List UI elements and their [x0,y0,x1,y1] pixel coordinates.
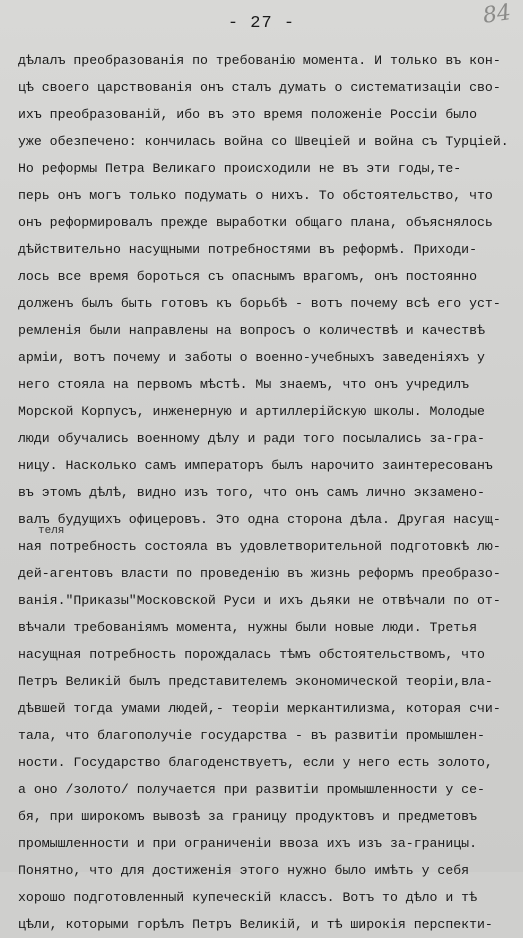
text-line: Морской Корпусъ, инженерную и артиллерійскую школы. Молодые [18,404,485,419]
text-line: цѣ своего царствованія онъ сталъ думать о систематизаціи сво- [18,80,501,95]
text-line: дей-агентовъ власти по проведенію въ жизнь реформъ преобразо- [18,566,501,581]
page-number: - 27 - [227,14,296,33]
text-line: въ этомъ дѣлѣ, видно изъ того, что онъ самъ лично экзамено- [18,485,485,500]
text-line: насущная потребность порождалась тѣмъ обстоятельствомъ, что [18,647,485,662]
text-line: долженъ былъ быть готовъ къ борьбѣ - вотъ почему всѣ его уст- [18,296,501,311]
overtype-correction: теля [38,525,65,537]
text-line: уже обезпечено: кончилась война со Швеціей и война съ Турціей. [18,134,509,149]
text-line: перь онъ могъ только подумать о нихъ. То обстоятельство, что [18,188,493,203]
text-line: ремленія были направлены на вопросъ о количествѣ и качествѣ [18,323,485,338]
text-line: вѣчали требованіямъ момента, нужны были новые люди. Третья [18,620,477,635]
text-line: валъ будущихъ офицеровъ. Это одна сторона дѣла. Другая насущ- [18,512,501,527]
text-line: хорошо подготовленный купеческій классъ. Вотъ то дѣло и тѣ [18,890,477,905]
text-line: него стояла на первомъ мѣстѣ. Мы знаемъ, что онъ учредилъ [18,377,470,392]
text-line: Понятно, что для достиженія этого нужно было имѣть у себя [18,863,470,878]
text-line: онъ реформировалъ прежде выработки общаго плана, объяснялось [18,215,493,230]
text-line: ванія."Приказы"Московской Руси и ихъ дьяки не отвѣчали по от- [18,593,501,608]
text-line: ихъ преобразованій, ибо въ это время положеніе Россіи было [18,107,477,122]
typewritten-text-body [18,47,518,938]
text-line: промышленности и при ограниченіи ввоза ихъ изъ за-границы. [18,836,477,851]
text-line: дѣйствительно насущными потребностями въ реформѣ. Приходи- [18,242,477,257]
text-line: тала, что благополучіе государства - въ развитіи промышлен- [18,728,485,743]
text-line: ная потребность состояла въ удовлетворительной подготовкѣ лю- [18,539,501,554]
text-line: ницу. Насколько самъ императоръ былъ нарочито заинтересованъ [18,458,493,473]
archive-number-handwritten: 84 [481,0,513,29]
text-line: дѣвшей тогда умами людей,- теоріи меркантилизма, которая счи- [18,701,501,716]
text-line: люди обучались военному дѣлу и ради того посылались за-гра- [18,431,485,446]
text-line: дѣлалъ преобразованія по требованію момента. И только въ кон- [18,53,501,68]
text-line: ности. Государство благоденствуетъ, если у него есть золото, [18,755,493,770]
text-line: лось все время бороться съ опаснымъ врагомъ, онъ постоянно [18,269,477,284]
text-line: цѣли, которыми горѣлъ Петръ Великій, и тѣ широкія перспекти- [18,917,493,932]
text-line: а оно /золото/ получается при развитіи промышленности у се- [18,782,485,797]
text-line: Но реформы Петра Великаго происходили не въ эти годы,те- [18,161,462,176]
text-line: арміи, вотъ почему и заботы о военно-учебныхъ заведеніяхъ у [18,350,485,365]
text-line: Петръ Великій былъ представителемъ экономической теоріи,вла- [18,674,493,689]
text-line: бя, при широкомъ вывозѣ за границу продуктовъ и предметовъ [18,809,477,824]
